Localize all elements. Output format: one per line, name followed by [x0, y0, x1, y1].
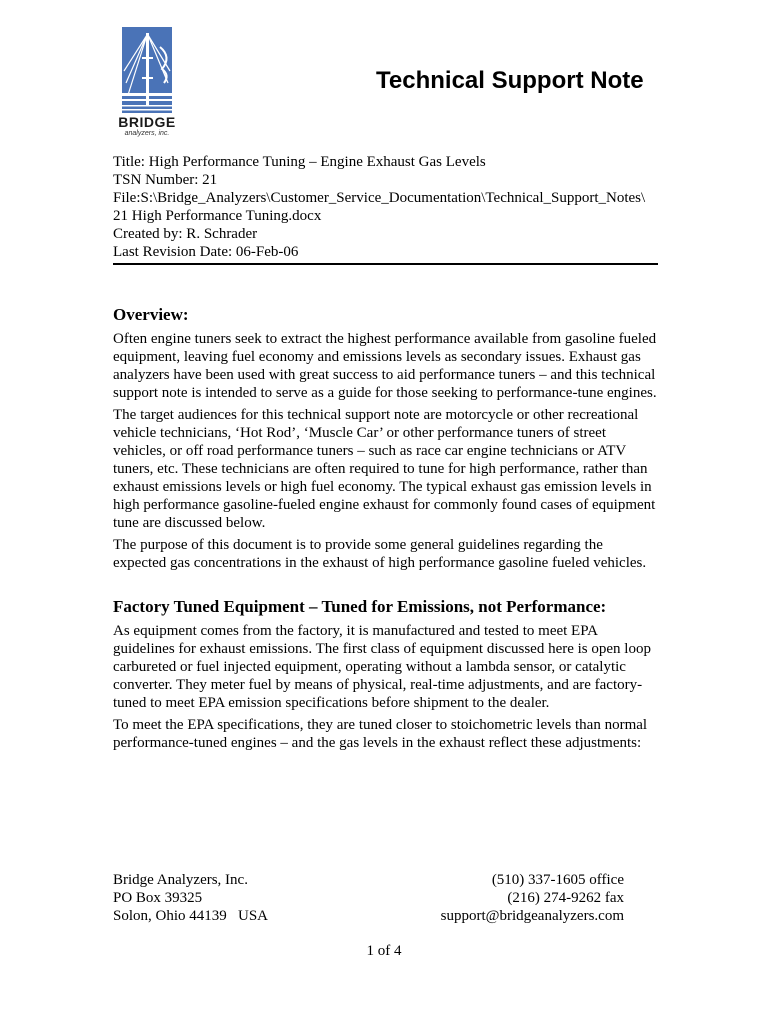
factory-tuned-heading: Factory Tuned Equipment – Tuned for Emissions, not Performance:	[113, 597, 607, 616]
factory-paragraph-2: To meet the EPA specifications, they are tuned closer to stoichometric levels than normal performance-tuned engines – and the gas levels in the exhaust reflect these adjustments:	[113, 717, 648, 751]
meta-file-path-line-2: 21 High Performance Tuning.docx	[113, 208, 322, 224]
meta-title: Title: High Performance Tuning – Engine Exhaust Gas Levels	[113, 154, 486, 170]
document-title: Technical Support Note	[376, 67, 644, 94]
document-metadata	[113, 153, 658, 261]
footer-address	[113, 871, 268, 925]
company-logo	[116, 27, 178, 143]
footer-contact	[441, 871, 624, 925]
logo-subtitle: analyzers, inc.	[124, 130, 170, 137]
header-divider	[113, 263, 658, 265]
footer-po-box: PO Box 39325	[113, 890, 203, 906]
footer-fax: (216) 274-9262 fax	[507, 890, 624, 906]
footer-company: Bridge Analyzers, Inc.	[113, 872, 248, 888]
logo-wordmark: BRIDGE	[118, 114, 176, 130]
bridge-logo-icon	[122, 27, 172, 113]
page-number: 1 of 4	[366, 943, 402, 959]
overview-heading: Overview:	[113, 305, 189, 324]
footer-email: support@bridgeanalyzers.com	[440, 908, 624, 924]
footer-city: Solon, Ohio 44139 USA	[113, 908, 269, 924]
footer-phone: (510) 337-1605 office	[491, 872, 624, 888]
factory-paragraph-1: As equipment comes from the factory, it is manufactured and tested to meet EPA guidelines for exhaust emissions. The first class of equipment discussed here is open loop carbureted or fuel injected equipment, operating without a lambda sensor, or catalytic converter. They meter fuel by means of physical, real-time adjustments, and are factory-tuned to meet EPA emission specifications before shipment to the dealer.	[113, 623, 651, 711]
overview-paragraph-1: Often engine tuners seek to extract the highest performance available from gasoline fueled equipment, leaving fuel economy and emissions levels as secondary issues. Exhaust gas analyzers have been used with great success to aid performance tuners – and this technical support note is intended to serve as a guide for those seeking to performance-tune engines.	[113, 331, 657, 401]
meta-file-path-line-1: File:S:\Bridge_Analyzers\Customer_Service_Documentation\Technical_Support_Notes\	[113, 190, 646, 206]
document-body	[113, 304, 658, 756]
meta-revision-date: Last Revision Date: 06-Feb-06	[113, 244, 299, 260]
meta-tsn-number: TSN Number: 21	[113, 172, 218, 188]
meta-created-by: Created by: R. Schrader	[113, 226, 258, 242]
overview-paragraph-2: The target audiences for this technical support note are motorcycle or other recreational vehicle technicians, ‘Hot Rod’, ‘Muscle Car’ or other performance tuners of street vehicles, or off road performance tuners – such as race car engine technicians or ATV tuners, etc. These technicians are often required to tune for high performance, rather than exhaust emissions levels or high fuel economy. The typical exhaust gas emission levels in high performance gasoline-fueled engine exhaust for commonly found cases of equipment tune are discussed below.	[113, 407, 656, 531]
overview-paragraph-3: The purpose of this document is to provide some general guidelines regarding the expected gas concentrations in the exhaust of high performance gasoline fueled vehicles.	[113, 537, 647, 571]
